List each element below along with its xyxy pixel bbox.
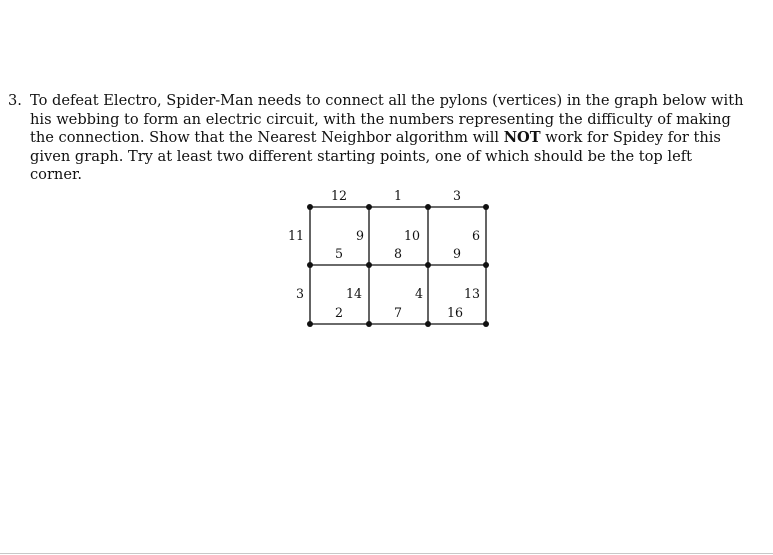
edge-label: 6	[471, 228, 481, 243]
problem-text-after: work for Spidey for this given graph. Try at least two different starting points, one of which should be the top left corner.	[30, 129, 721, 184]
vertex	[425, 262, 431, 268]
vertex	[425, 204, 431, 210]
page-bottom-rule	[0, 553, 773, 554]
edge-label: 9	[355, 228, 365, 243]
vertex	[483, 262, 489, 268]
edge-label: 2	[334, 305, 344, 320]
edge-label: 4	[414, 286, 424, 301]
problem-text	[30, 92, 748, 185]
pylon-graph	[280, 180, 500, 340]
edge-label: 3	[295, 286, 304, 301]
edge-label: 1	[393, 188, 403, 203]
vertex	[307, 204, 313, 210]
vertex	[307, 321, 313, 327]
edge-label: 5	[334, 246, 344, 261]
edge-label: 13	[463, 286, 481, 301]
problem-3	[8, 92, 748, 185]
edge-labels	[288, 188, 480, 320]
edge-label: 11	[287, 228, 304, 243]
vertex	[425, 321, 431, 327]
vertex	[307, 262, 313, 268]
edge-label: 7	[393, 305, 403, 320]
edge-label: 8	[393, 246, 403, 261]
edge-label: 10	[403, 228, 421, 243]
problem-text-before: To defeat Electro, Spider-Man needs to connect all the pylons (vertices) in the graph below with his webbing to form an electric circuit, with the numbers representing the difficulty of making the connection. Show that the Nearest Neighbor algorithm will	[30, 92, 744, 147]
edge-label: 9	[452, 246, 462, 261]
vertex	[483, 204, 489, 210]
edge-label: 16	[446, 305, 464, 320]
vertex	[366, 204, 372, 210]
vertex	[366, 321, 372, 327]
vertex	[483, 321, 489, 327]
edge-label: 3	[452, 188, 462, 203]
edge-label: 12	[330, 188, 348, 203]
problem-number: 3.	[8, 92, 22, 109]
problem-emphasis: NOT	[503, 129, 541, 147]
edge-label: 14	[345, 286, 363, 301]
vertex	[366, 262, 372, 268]
